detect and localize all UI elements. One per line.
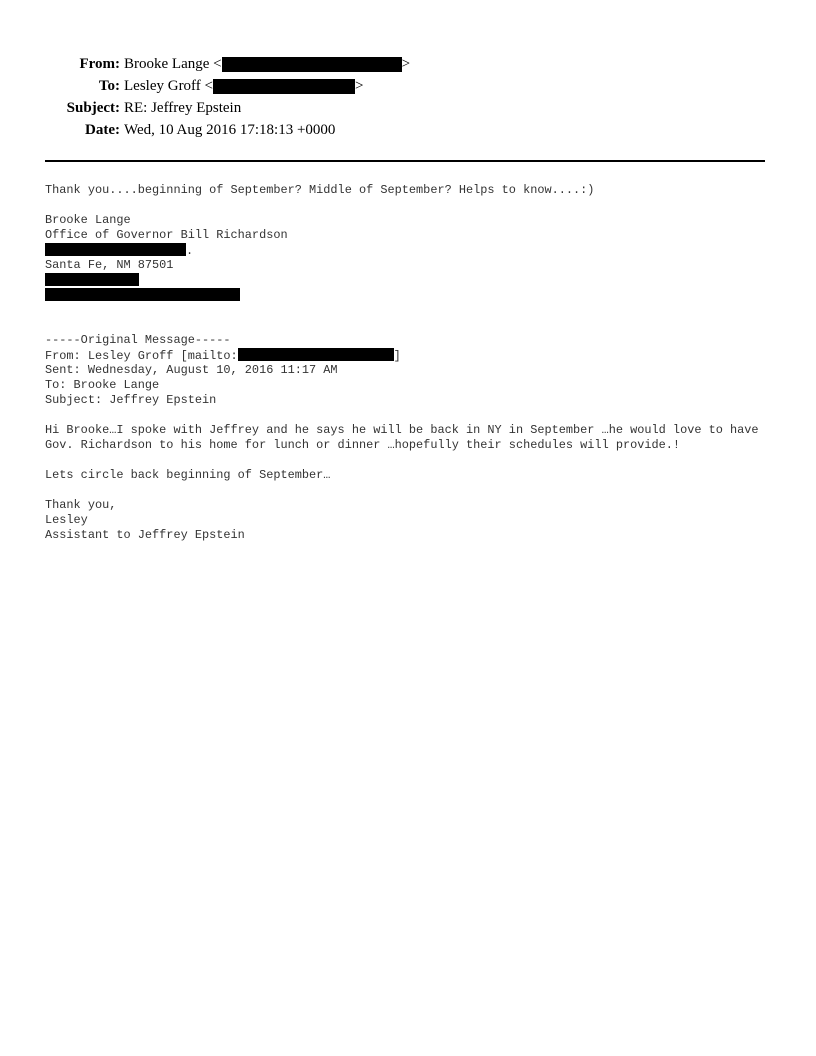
original-separator: -----Original Message----- <box>45 333 231 347</box>
redaction-box <box>45 243 186 256</box>
signature-phone <box>45 273 785 288</box>
redaction-box <box>45 288 240 301</box>
email-body <box>45 183 785 543</box>
original-closing: Thank you, <box>45 498 117 512</box>
original-signoff-title: Assistant to Jeffrey Epstein <box>45 528 245 542</box>
redaction-box <box>222 57 402 72</box>
spacer <box>45 408 785 423</box>
signature-name: Brooke Lange <box>45 213 131 227</box>
header-divider <box>45 160 765 162</box>
original-sent: Sent: Wednesday, August 10, 2016 11:17 AM <box>45 363 338 377</box>
redaction-box <box>238 348 394 361</box>
original-from <box>45 348 785 363</box>
subject-value: RE: Jeffrey Epstein <box>124 100 242 116</box>
redaction-box <box>45 273 139 286</box>
original-paragraph-2: Lets circle back beginning of September… <box>45 468 331 482</box>
date-value: Wed, 10 Aug 2016 17:18:13 +0000 <box>124 122 336 138</box>
original-from-prefix: From: Lesley Groff [mailto: <box>45 349 238 363</box>
from-label: From: <box>79 56 120 72</box>
original-paragraph-1: Hi Brooke…I spoke with Jeffrey and he says he will be back in NY in September …he would love to have Gov. Richardson to his home for lunch or dinner …hopefully their schedules will provide.! <box>45 423 766 452</box>
from-value <box>124 53 410 75</box>
original-to: To: Brooke Lange <box>45 378 160 392</box>
header-subject-row <box>0 97 816 119</box>
signature-office: Office of Governor Bill Richardson <box>45 228 288 242</box>
subject-label: Subject: <box>66 100 120 116</box>
original-from-suffix: ] <box>393 349 401 363</box>
to-close: > <box>355 78 364 94</box>
original-subject: Subject: Jeffrey Epstein <box>45 393 217 407</box>
signature-city: Santa Fe, NM 87501 <box>45 258 174 272</box>
to-value <box>124 75 363 97</box>
email-header <box>0 53 816 141</box>
spacer <box>45 318 785 333</box>
from-close: > <box>401 56 411 72</box>
header-from-row <box>0 53 816 75</box>
reply-text: Thank you....beginning of September? Middle of September? Helps to know....:) <box>45 183 595 197</box>
spacer <box>45 303 785 318</box>
header-date-row <box>0 119 816 141</box>
spacer <box>45 453 785 468</box>
date-label: Date: <box>85 122 120 138</box>
to-label: To: <box>98 78 120 94</box>
spacer <box>45 198 785 213</box>
address-suffix: . <box>186 244 194 258</box>
signature-email <box>45 288 785 303</box>
signature-address <box>45 243 785 258</box>
original-signoff-name: Lesley <box>45 513 88 527</box>
spacer <box>45 483 785 498</box>
redaction-box <box>213 79 355 94</box>
from-name: Brooke Lange < <box>124 56 222 72</box>
to-name: Lesley Groff < <box>124 78 213 94</box>
header-to-row <box>0 75 816 97</box>
